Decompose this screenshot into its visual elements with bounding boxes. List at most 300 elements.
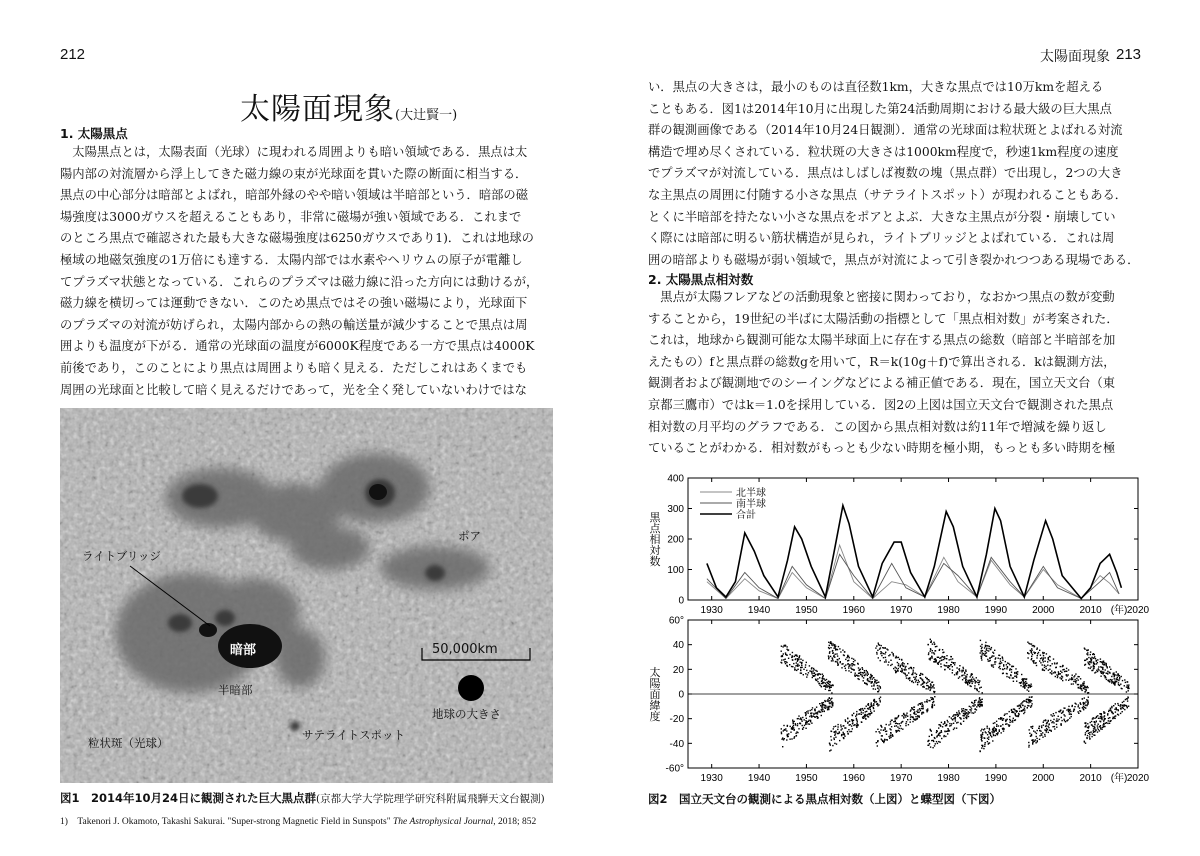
- text-line: えたもの）fと黒点群の総数gを用いて，R＝k(10g＋f)で算出される．kは観測方法，: [648, 354, 1116, 369]
- butterfly-point: [871, 676, 872, 677]
- butterfly-point: [969, 706, 970, 707]
- butterfly-point: [987, 726, 988, 727]
- butterfly-point: [1053, 713, 1054, 714]
- butterfly-point: [828, 655, 829, 656]
- butterfly-point: [824, 678, 825, 679]
- butterfly-point: [1059, 711, 1060, 712]
- butterfly-point: [953, 714, 954, 715]
- butterfly-point: [795, 665, 796, 666]
- butterfly-point: [837, 663, 838, 664]
- butterfly-point: [1078, 687, 1079, 688]
- butterfly-point: [890, 660, 891, 661]
- butterfly-point: [1024, 708, 1025, 709]
- butterfly-point: [1079, 707, 1080, 708]
- butterfly-point: [1087, 662, 1088, 663]
- butterfly-point: [865, 714, 866, 715]
- butterfly-point: [1092, 733, 1093, 734]
- butterfly-point: [983, 737, 984, 738]
- butterfly-point: [1058, 716, 1059, 717]
- butterfly-point: [1099, 730, 1100, 731]
- butterfly-point: [1054, 715, 1055, 716]
- butterfly-point: [829, 653, 830, 654]
- butterfly-point: [1100, 658, 1101, 659]
- butterfly-point: [1028, 653, 1029, 654]
- butterfly-point: [888, 662, 889, 663]
- butterfly-point: [845, 668, 846, 669]
- butterfly-point: [1097, 715, 1098, 716]
- butterfly-point: [884, 741, 885, 742]
- butterfly-point: [1027, 689, 1028, 690]
- butterfly-point: [845, 664, 846, 665]
- butterfly-point: [983, 748, 984, 749]
- butterfly-point: [809, 670, 810, 671]
- butterfly-point: [920, 678, 921, 679]
- text-line: 相対数の月平均のグラフである．この図から黒点相対数は約11年で増減を繰り返し: [648, 419, 1107, 434]
- butterfly-point: [917, 715, 918, 716]
- butterfly-point: [1044, 736, 1045, 737]
- butterfly-point: [1089, 661, 1090, 662]
- running-head: 太陽面現象: [1040, 49, 1110, 65]
- butterfly-point: [871, 681, 872, 682]
- butterfly-point: [789, 739, 790, 740]
- butterfly-point: [1044, 670, 1045, 671]
- butterfly-point: [781, 732, 782, 733]
- butterfly-point: [1010, 668, 1011, 669]
- butterfly-point: [1045, 719, 1046, 720]
- butterfly-point: [862, 712, 863, 713]
- butterfly-point: [946, 658, 947, 659]
- y-tick-label: 200: [667, 534, 684, 546]
- butterfly-point: [964, 714, 965, 715]
- x-tick-label: 1950: [795, 773, 818, 784]
- butterfly-point: [1090, 668, 1091, 669]
- butterfly-point: [1092, 718, 1093, 719]
- butterfly-point: [980, 705, 981, 706]
- butterfly-point: [1105, 669, 1106, 670]
- butterfly-point: [899, 659, 900, 660]
- butterfly-point: [982, 650, 983, 651]
- butterfly-point: [1103, 720, 1104, 721]
- butterfly-point: [801, 665, 802, 666]
- butterfly-point: [844, 655, 845, 656]
- butterfly-point: [909, 680, 910, 681]
- y-tick-label: 100: [667, 565, 684, 576]
- butterfly-point: [1085, 732, 1086, 733]
- butterfly-point: [829, 687, 830, 688]
- butterfly-point: [1098, 666, 1099, 667]
- butterfly-point: [1037, 647, 1038, 648]
- butterfly-point: [980, 704, 981, 705]
- butterfly-point: [1013, 681, 1014, 682]
- butterfly-point: [889, 738, 890, 739]
- butterfly-point: [1089, 732, 1090, 733]
- butterfly-point: [842, 650, 843, 651]
- butterfly-point: [1033, 730, 1034, 731]
- butterfly-point: [981, 654, 982, 655]
- butterfly-point: [1105, 677, 1106, 678]
- butterfly-point: [1031, 703, 1032, 704]
- butterfly-point: [1092, 726, 1093, 727]
- butterfly-point: [904, 669, 905, 670]
- butterfly-point: [788, 649, 789, 650]
- butterfly-point: [1128, 684, 1129, 685]
- butterfly-point: [1018, 713, 1019, 714]
- butterfly-point: [1118, 705, 1119, 706]
- butterfly-point: [847, 731, 848, 732]
- butterfly-point: [1043, 720, 1044, 721]
- butterfly-point: [829, 645, 830, 646]
- butterfly-point: [1041, 725, 1042, 726]
- butterfly-point: [936, 736, 937, 737]
- butterfly-point: [1084, 664, 1085, 665]
- butterfly-point: [991, 736, 992, 737]
- butterfly-point: [1084, 741, 1085, 742]
- butterfly-point: [1011, 666, 1012, 667]
- butterfly-point: [831, 701, 832, 702]
- butterfly-point: [845, 670, 846, 671]
- butterfly-point: [1060, 666, 1061, 667]
- butterfly-point: [873, 683, 874, 684]
- butterfly-point: [817, 678, 818, 679]
- butterfly-point: [1044, 729, 1045, 730]
- butterfly-point: [825, 689, 826, 690]
- butterfly-point: [1107, 723, 1108, 724]
- butterfly-point: [812, 707, 813, 708]
- butterfly-point: [1094, 731, 1095, 732]
- butterfly-point: [953, 662, 954, 663]
- butterfly-point: [930, 642, 931, 643]
- butterfly-point: [1089, 664, 1090, 665]
- butterfly-point: [968, 711, 969, 712]
- butterfly-point: [886, 661, 887, 662]
- butterfly-point: [978, 684, 979, 685]
- butterfly-point: [1037, 740, 1038, 741]
- butterfly-point: [834, 646, 835, 647]
- butterfly-point: [878, 682, 879, 683]
- butterfly-point: [895, 670, 896, 671]
- butterfly-point: [926, 711, 927, 712]
- butterfly-point: [1060, 671, 1061, 672]
- butterfly-point: [798, 718, 799, 719]
- butterfly-point: [849, 664, 850, 665]
- butterfly-point: [913, 707, 914, 708]
- butterfly-point: [1116, 709, 1117, 710]
- butterfly-point: [1049, 669, 1050, 670]
- text-line: 黒点が太陽フレアなどの活動現象と密接に関わっており，なおかつ黒点の数が変動: [648, 290, 1115, 304]
- butterfly-point: [891, 726, 892, 727]
- butterfly-point: [857, 721, 858, 722]
- butterfly-point: [1009, 722, 1010, 723]
- butterfly-point: [811, 672, 812, 673]
- butterfly-point: [853, 713, 854, 714]
- butterfly-point: [903, 717, 904, 718]
- butterfly-point: [922, 712, 923, 713]
- x-tick-label: 1990: [984, 605, 1008, 616]
- butterfly-point: [1127, 681, 1128, 682]
- butterfly-point: [952, 719, 953, 720]
- butterfly-point: [1111, 682, 1112, 683]
- butterfly-point: [798, 728, 799, 729]
- butterfly-point: [913, 677, 914, 678]
- butterfly-point: [1032, 645, 1033, 646]
- butterfly-point: [942, 726, 943, 727]
- butterfly-point: [931, 657, 932, 658]
- butterfly-point: [980, 652, 981, 653]
- butterfly-point: [811, 723, 812, 724]
- butterfly-point: [920, 684, 921, 685]
- butterfly-point: [970, 686, 971, 687]
- butterfly-point: [963, 678, 964, 679]
- butterfly-point: [879, 732, 880, 733]
- butterfly-point: [908, 724, 909, 725]
- butterfly-point: [979, 680, 980, 681]
- butterfly-point: [1111, 676, 1112, 677]
- butterfly-point: [1122, 680, 1123, 681]
- butterfly-point: [1120, 704, 1121, 705]
- butterfly-point: [880, 687, 881, 688]
- butterfly-point: [867, 716, 868, 717]
- butterfly-point: [834, 731, 835, 732]
- butterfly-point: [879, 645, 880, 646]
- butterfly-point: [893, 668, 894, 669]
- butterfly-point: [907, 716, 908, 717]
- butterfly-point: [817, 717, 818, 718]
- butterfly-point: [919, 675, 920, 676]
- butterfly-point: [1069, 678, 1070, 679]
- text-line: することから，19世紀の半ばに太陽活動の指標として「黒点相対数」が考案された．: [648, 311, 1119, 326]
- x-tick-label: 1980: [937, 605, 960, 616]
- butterfly-point: [833, 728, 834, 729]
- text-line: こともある．図1は2014年10月に出現した第24活動周期における最大級の巨大黒点: [648, 101, 1112, 116]
- y-tick-label: 60°: [668, 615, 684, 627]
- x-tick-label: 2020: [1126, 773, 1150, 784]
- butterfly-point: [811, 668, 812, 669]
- butterfly-point: [841, 726, 842, 727]
- butterfly-point: [1033, 660, 1034, 661]
- butterfly-point: [990, 733, 991, 734]
- butterfly-point: [1022, 701, 1023, 702]
- butterfly-point: [990, 660, 991, 661]
- butterfly-point: [988, 743, 989, 744]
- butterfly-point: [886, 648, 887, 649]
- butterfly-point: [796, 735, 797, 736]
- butterfly-point: [833, 655, 834, 656]
- butterfly-point: [1085, 686, 1086, 687]
- butterfly-point: [823, 704, 824, 705]
- butterfly-point: [821, 702, 822, 703]
- butterfly-point: [840, 729, 841, 730]
- butterfly-point: [836, 743, 837, 744]
- butterfly-point: [1096, 663, 1097, 664]
- butterfly-point: [981, 740, 982, 741]
- butterfly-point: [1092, 670, 1093, 671]
- butterfly-point: [1085, 743, 1086, 744]
- butterfly-point: [918, 712, 919, 713]
- butterfly-point: [1028, 691, 1029, 692]
- butterfly-point: [972, 681, 973, 682]
- butterfly-point: [1015, 668, 1016, 669]
- butterfly-point: [929, 681, 930, 682]
- butterfly-point: [1104, 726, 1105, 727]
- butterfly-point: [781, 646, 782, 647]
- butterfly-point: [951, 717, 952, 718]
- butterfly-point: [880, 651, 881, 652]
- butterfly-point: [957, 722, 958, 723]
- butterfly-point: [1047, 661, 1048, 662]
- butterfly-point: [1113, 672, 1114, 673]
- butterfly-point: [954, 662, 955, 663]
- butterfly-point: [1100, 725, 1101, 726]
- butterfly-point: [868, 674, 869, 675]
- butterfly-point: [986, 650, 987, 651]
- butterfly-point: [931, 687, 932, 688]
- butterfly-point: [809, 665, 810, 666]
- butterfly-point: [1125, 699, 1126, 700]
- butterfly-point: [984, 746, 985, 747]
- butterfly-point: [1075, 703, 1076, 704]
- butterfly-point: [959, 712, 960, 713]
- butterfly-point: [985, 651, 986, 652]
- butterfly-point: [933, 684, 934, 685]
- butterfly-point: [806, 711, 807, 712]
- butterfly-point: [900, 665, 901, 666]
- butterfly-point: [1100, 671, 1101, 672]
- butterfly-point: [1124, 679, 1125, 680]
- butterfly-point: [977, 705, 978, 706]
- butterfly-point: [917, 684, 918, 685]
- butterfly-point: [1033, 652, 1034, 653]
- butterfly-point: [1050, 672, 1051, 673]
- butterfly-point: [858, 675, 859, 676]
- y-tick-label: 40: [672, 640, 684, 652]
- butterfly-point: [1083, 709, 1084, 710]
- butterfly-point: [905, 675, 906, 676]
- butterfly-point: [1006, 720, 1007, 721]
- butterfly-point: [866, 706, 867, 707]
- text-line: な主黒点の周囲に付随する小さな黒点（サテライトスポット）が現われることもある．: [648, 187, 1128, 202]
- butterfly-point: [1090, 661, 1091, 662]
- butterfly-point: [1097, 662, 1098, 663]
- butterfly-point: [1106, 663, 1107, 664]
- butterfly-point: [963, 715, 964, 716]
- butterfly-point: [1118, 680, 1119, 681]
- butterfly-point: [932, 697, 933, 698]
- butterfly-point: [1029, 733, 1030, 734]
- butterfly-point: [890, 732, 891, 733]
- butterfly-point: [984, 744, 985, 745]
- butterfly-point: [902, 715, 903, 716]
- butterfly-point: [1013, 666, 1014, 667]
- butterfly-point: [1044, 652, 1045, 653]
- butterfly-point: [967, 713, 968, 714]
- butterfly-point: [806, 670, 807, 671]
- butterfly-point: [821, 680, 822, 681]
- butterfly-point: [873, 700, 874, 701]
- x-tick-label: 1930: [700, 773, 723, 784]
- butterfly-point: [1085, 705, 1086, 706]
- butterfly-point: [1045, 726, 1046, 727]
- butterfly-point: [893, 654, 894, 655]
- legend-label-2: 合計: [736, 510, 756, 521]
- butterfly-point: [881, 652, 882, 653]
- butterfly-point: [929, 743, 930, 744]
- butterfly-point: [839, 658, 840, 659]
- butterfly-point: [856, 723, 857, 724]
- butterfly-point: [970, 710, 971, 711]
- butterfly-point: [1078, 676, 1079, 677]
- butterfly-point: [837, 724, 838, 725]
- butterfly-point: [848, 733, 849, 734]
- butterfly-point: [881, 655, 882, 656]
- butterfly-point: [905, 669, 906, 670]
- butterfly-point: [1080, 702, 1081, 703]
- butterfly-point: [877, 685, 878, 686]
- butterfly-point: [952, 666, 953, 667]
- butterfly-point: [791, 738, 792, 739]
- butterfly-point: [1073, 681, 1074, 682]
- butterfly-point: [912, 673, 913, 674]
- butterfly-point: [867, 680, 868, 681]
- butterfly-point: [1026, 699, 1027, 700]
- butterfly-point: [941, 738, 942, 739]
- butterfly-point: [1007, 666, 1008, 667]
- butterfly-point: [874, 710, 875, 711]
- y-axis-label: 黒点相対数: [648, 511, 660, 567]
- butterfly-point: [944, 731, 945, 732]
- butterfly-point: [913, 709, 914, 710]
- butterfly-point: [834, 644, 835, 645]
- butterfly-point: [931, 734, 932, 735]
- butterfly-point: [794, 729, 795, 730]
- butterfly-point: [940, 666, 941, 667]
- butterfly-point: [934, 745, 935, 746]
- x-tick-label: 1930: [700, 605, 723, 616]
- butterfly-point: [1020, 707, 1021, 708]
- butterfly-point: [999, 655, 1000, 656]
- x-tick-label: (年): [1110, 605, 1128, 616]
- butterfly-point: [783, 730, 784, 731]
- butterfly-point: [934, 737, 935, 738]
- butterfly-point: [1044, 665, 1045, 666]
- butterfly-point: [999, 666, 1000, 667]
- butterfly-point: [875, 647, 876, 648]
- butterfly-point: [877, 729, 878, 730]
- butterfly-point: [1127, 700, 1128, 701]
- butterfly-point: [1126, 691, 1127, 692]
- butterfly-point: [1057, 677, 1058, 678]
- butterfly-point: [915, 718, 916, 719]
- legend-label-0: 北半球: [736, 488, 766, 499]
- article-author: (大辻賢一): [395, 108, 458, 123]
- butterfly-point: [1114, 684, 1115, 685]
- butterfly-point: [1088, 657, 1089, 658]
- butterfly-point: [1019, 682, 1020, 683]
- butterfly-point: [1093, 717, 1094, 718]
- butterfly-point: [869, 681, 870, 682]
- butterfly-point: [1008, 726, 1009, 727]
- butterfly-point: [1121, 688, 1122, 689]
- butterfly-point: [933, 642, 934, 643]
- butterfly-point: [876, 701, 877, 702]
- butterfly-point: [1008, 663, 1009, 664]
- butterfly-point: [1035, 731, 1036, 732]
- butterfly-point: [1107, 671, 1108, 672]
- butterfly-point: [980, 737, 981, 738]
- butterfly-point: [935, 743, 936, 744]
- butterfly-point: [1081, 688, 1082, 689]
- butterfly-point: [883, 653, 884, 654]
- butterfly-point: [828, 642, 829, 643]
